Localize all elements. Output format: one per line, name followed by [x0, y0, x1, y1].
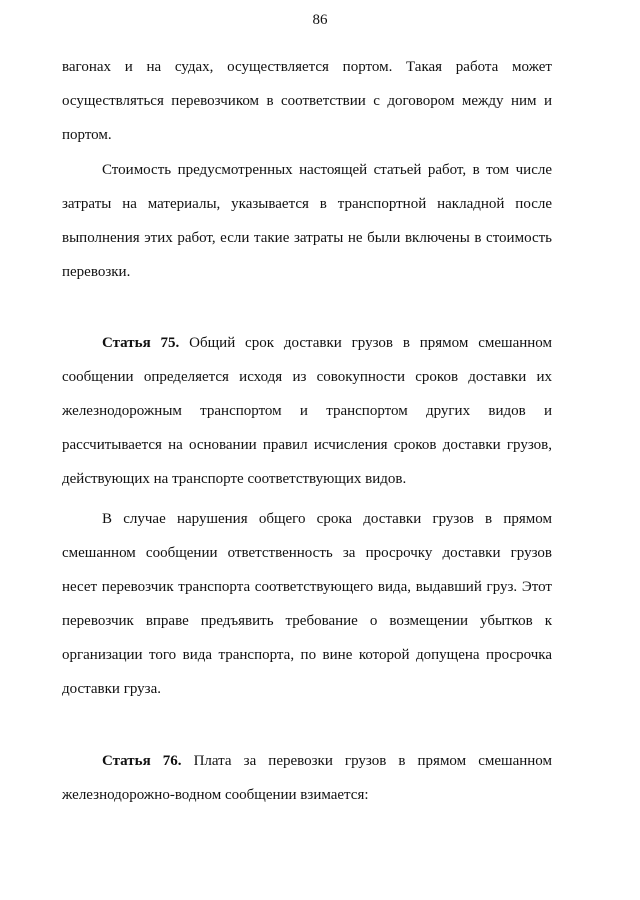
page-number: 86: [312, 12, 328, 28]
paragraph-cost: Стоимость предусмотренных настоящей статьей работ, в том числе затраты на материалы, указывается в транспортной накладной после выполнения этих работ, если такие затраты не были включены в стоимость перевозки.: [62, 162, 552, 280]
paragraph-article-75: Статья 75. Общий срок доставки грузов в прямом смешанном сообщении определяется исходя из совокупности сроков доставки их железнодорожным транспортом и транспортом других видов и рассчитывается на основании правил исчисления сроков доставки грузов, действующих на транспорте соответствующих видов.: [62, 335, 552, 487]
article-75-heading: Статья 75.: [102, 335, 180, 351]
paragraph-article-76: Статья 76. Плата за перевозки грузов в прямом смешанном железнодорожно-водном сообщении взимается:: [62, 753, 552, 803]
paragraph-continuation: вагонах и на судах, осуществляется портом. Такая работа может осуществляться перевозчиком в соответствии с договором между ним и портом.: [62, 59, 552, 143]
paragraph-delay-liability: В случае нарушения общего срока доставки грузов в прямом смешанном сообщении ответственность за просрочку доставки грузов несет перевозчик транспорта соответствующего вида, выдавший груз. Этот перевозчик вправе предъявить требование о возмещении убытков к организации того вида транспорта, по вине которой допущена просрочка доставки груза.: [62, 511, 552, 697]
article-76-heading: Статья 76.: [102, 753, 182, 769]
